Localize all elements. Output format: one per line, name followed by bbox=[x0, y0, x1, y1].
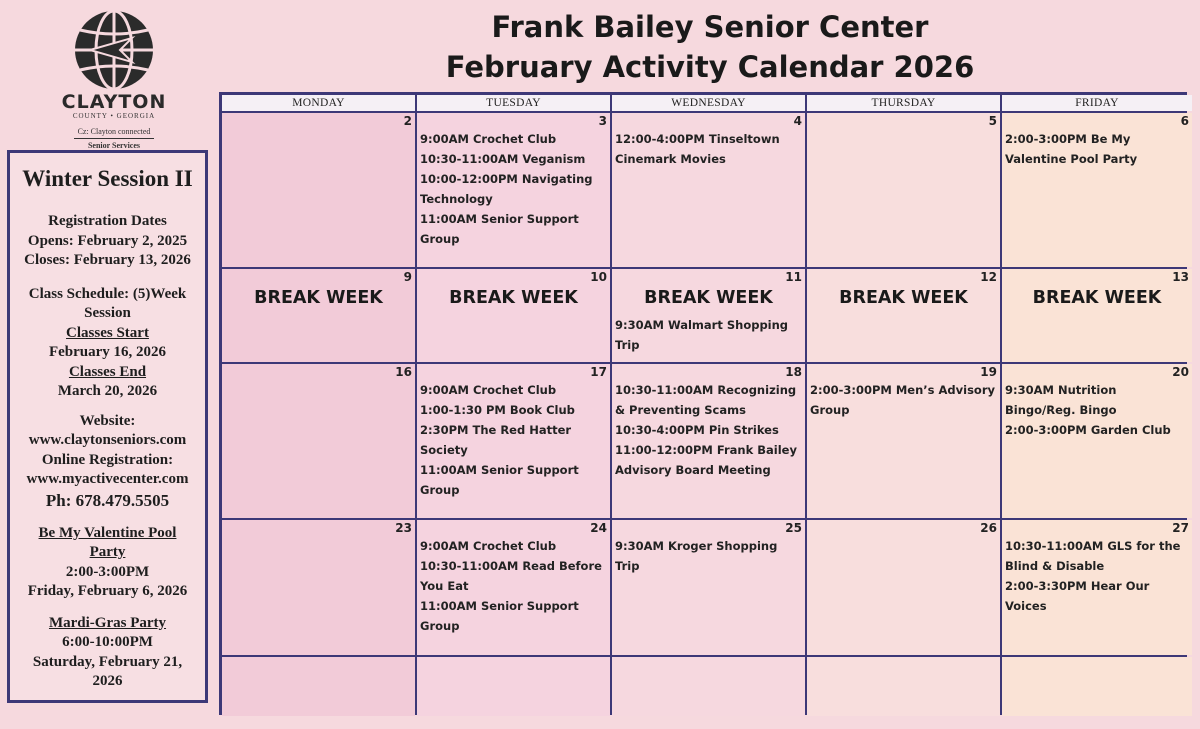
event-list bbox=[615, 536, 801, 576]
date-number: 4 bbox=[793, 114, 802, 128]
classes-end-label: Classes End bbox=[68, 363, 147, 380]
day-header-monday: MONDAY bbox=[222, 95, 415, 111]
calendar-day-cell bbox=[807, 113, 1000, 267]
online-registration-label: Online Registration: bbox=[41, 451, 174, 468]
valentine-title-cont: Party bbox=[89, 544, 126, 560]
event-line: 2:00-3:00PM Garden Club bbox=[1005, 423, 1171, 437]
event-list bbox=[1005, 129, 1188, 169]
event-line: Trip bbox=[615, 559, 640, 573]
calendar-day-cell bbox=[1002, 113, 1192, 267]
event-line: Society bbox=[420, 443, 468, 457]
date-number: 9 bbox=[403, 270, 412, 284]
event-list bbox=[615, 129, 801, 169]
event-list bbox=[420, 380, 606, 500]
calendar-day-cell bbox=[222, 657, 415, 716]
event-list bbox=[420, 536, 606, 636]
event-line: Technology bbox=[420, 192, 493, 206]
logo-department: Senior Services bbox=[87, 141, 141, 150]
calendar-day-cell bbox=[417, 520, 610, 655]
event-line: Group bbox=[420, 232, 460, 246]
break-week-banner: BREAK WEEK bbox=[839, 288, 968, 308]
event-line: Trip bbox=[615, 338, 640, 352]
calendar-day-cell bbox=[807, 657, 1000, 716]
event-line: 9:30AM Walmart Shopping bbox=[615, 318, 789, 332]
calendar-day-cell bbox=[417, 113, 610, 267]
calendar-day-cell bbox=[612, 520, 805, 655]
event-line: Group bbox=[810, 403, 850, 417]
logo-wordmark: CLAYTON bbox=[61, 91, 167, 113]
registration-heading: Registration Dates bbox=[48, 213, 167, 229]
event-line: 11:00AM Senior Support bbox=[420, 599, 579, 613]
class-schedule: Class Schedule: (5)Week bbox=[28, 285, 187, 302]
date-number: 11 bbox=[785, 270, 802, 284]
event-line: Blind & Disable bbox=[1005, 559, 1105, 573]
calendar-day-cell bbox=[417, 364, 610, 518]
date-number: 6 bbox=[1180, 114, 1189, 128]
date-number: 2 bbox=[403, 114, 412, 128]
date-number: 23 bbox=[395, 521, 412, 535]
event-list bbox=[810, 380, 996, 420]
event-line: 10:00-12:00PM Navigating bbox=[420, 172, 593, 186]
date-number: 17 bbox=[590, 365, 607, 379]
calendar-day-cell bbox=[222, 364, 415, 518]
calendar-day-cell bbox=[417, 269, 610, 362]
event-line: 11:00-12:00PM Frank Bailey bbox=[615, 443, 797, 457]
center-name-heading: Frank Bailey Senior Center bbox=[491, 10, 929, 44]
calendar-day-cell bbox=[1002, 520, 1192, 655]
event-line: 2:00-3:00PM Be My bbox=[1005, 132, 1131, 146]
calendar-title: February Activity Calendar 2026 bbox=[445, 50, 975, 84]
event-line: 2:00-3:30PM Hear Our Voices bbox=[1005, 579, 1150, 613]
mardi-gras-date-cont: 2026 bbox=[92, 673, 123, 689]
calendar-day-cell bbox=[222, 269, 415, 362]
event-line: Advisory Board Meeting bbox=[615, 463, 771, 477]
class-schedule-cont: Session bbox=[84, 305, 131, 321]
activity-calendar bbox=[219, 92, 1187, 715]
event-line: 10:30-11:00AM Read Before bbox=[420, 559, 602, 573]
valentine-date: Friday, February 6, 2026 bbox=[27, 583, 188, 599]
date-number: 19 bbox=[980, 365, 997, 379]
globe-icon bbox=[70, 8, 158, 92]
mardi-gras-time: 6:00-10:00PM bbox=[62, 634, 153, 650]
break-week-banner: BREAK WEEK bbox=[449, 288, 578, 308]
event-line: 9:00AM Crochet Club bbox=[420, 383, 557, 397]
date-number: 16 bbox=[395, 365, 412, 379]
event-list bbox=[615, 315, 801, 355]
event-line: & Preventing Scams bbox=[615, 403, 746, 417]
event-line: 12:00-4:00PM Tinseltown bbox=[615, 132, 780, 146]
calendar-day-cell bbox=[612, 657, 805, 716]
session-title: Winter Session II bbox=[22, 166, 193, 191]
website-link[interactable]: www.claytonseniors.com bbox=[28, 432, 187, 448]
event-line: Group bbox=[420, 619, 460, 633]
calendar-day-cell bbox=[612, 269, 805, 362]
date-number: 5 bbox=[988, 114, 997, 128]
event-line: 9:00AM Crochet Club bbox=[420, 132, 557, 146]
logo-subtitle: COUNTY • GEORGIA bbox=[72, 112, 156, 120]
calendar-day-cell bbox=[1002, 657, 1192, 716]
date-number: 3 bbox=[598, 114, 607, 128]
day-header-wednesday: WEDNESDAY bbox=[612, 95, 805, 111]
event-line: Group bbox=[420, 483, 460, 497]
event-line: 10:30-11:00AM GLS for the bbox=[1005, 539, 1181, 553]
event-line: 1:00-1:30 PM Book Club bbox=[420, 403, 575, 417]
clayton-logo bbox=[30, 8, 198, 148]
calendar-day-cell bbox=[1002, 269, 1192, 362]
calendar-day-cell bbox=[807, 269, 1000, 362]
event-line: Valentine Pool Party bbox=[1005, 152, 1138, 166]
calendar-day-cell bbox=[417, 657, 610, 716]
registration-closes: Closes: February 13, 2026 bbox=[24, 252, 191, 268]
event-list bbox=[615, 380, 801, 480]
date-number: 26 bbox=[980, 521, 997, 535]
event-line: 10:30-11:00AM Veganism bbox=[420, 152, 586, 166]
calendar-day-cell bbox=[807, 364, 1000, 518]
online-registration-link[interactable]: www.myactivecenter.com bbox=[26, 471, 189, 487]
day-header-friday: FRIDAY bbox=[1002, 95, 1192, 111]
break-week-banner: BREAK WEEK bbox=[254, 288, 383, 308]
mardi-gras-date: Saturday, February 21, bbox=[32, 653, 183, 670]
event-line: 2:30PM The Red Hatter bbox=[420, 423, 572, 437]
date-number: 20 bbox=[1172, 365, 1189, 379]
date-number: 12 bbox=[980, 270, 997, 284]
website-label: Website: bbox=[79, 412, 136, 429]
event-list bbox=[1005, 380, 1188, 440]
event-line: 9:30AM Nutrition bbox=[1005, 383, 1117, 397]
logo-tagline: Cz: Clayton connected bbox=[74, 124, 155, 139]
event-line: 9:30AM Kroger Shopping bbox=[615, 539, 778, 553]
winter-session-panel bbox=[7, 150, 208, 703]
valentine-time: 2:00-3:00PM bbox=[65, 563, 150, 580]
date-number: 18 bbox=[785, 365, 802, 379]
classes-end-date: March 20, 2026 bbox=[57, 383, 158, 399]
valentine-title: Be My Valentine Pool bbox=[38, 524, 177, 541]
event-list bbox=[420, 129, 606, 249]
calendar-day-cell bbox=[612, 113, 805, 267]
event-list bbox=[1005, 536, 1188, 616]
event-line: 10:30-11:00AM Recognizing bbox=[615, 383, 797, 397]
day-header-thursday: THURSDAY bbox=[807, 95, 1000, 111]
classes-start-label: Classes Start bbox=[66, 324, 149, 341]
event-line: 11:00AM Senior Support bbox=[420, 212, 579, 226]
phone-number: Ph: 678.479.5505 bbox=[45, 490, 170, 510]
classes-start-date: February 16, 2026 bbox=[48, 344, 167, 360]
date-number: 25 bbox=[785, 521, 802, 535]
date-number: 13 bbox=[1172, 270, 1189, 284]
calendar-day-cell bbox=[1002, 364, 1192, 518]
calendar-day-cell bbox=[222, 520, 415, 655]
break-week-banner: BREAK WEEK bbox=[644, 288, 773, 308]
calendar-day-cell bbox=[612, 364, 805, 518]
day-header-tuesday: TUESDAY bbox=[417, 95, 610, 111]
event-line: 2:00-3:00PM Men’s Advisory bbox=[810, 383, 995, 397]
date-number: 27 bbox=[1172, 521, 1189, 535]
event-line: You Eat bbox=[420, 579, 469, 593]
break-week-banner: BREAK WEEK bbox=[1032, 288, 1162, 308]
event-line: Bingo/Reg. Bingo bbox=[1005, 403, 1117, 417]
calendar-day-cell bbox=[807, 520, 1000, 655]
calendar-day-cell bbox=[222, 113, 415, 267]
event-line: 11:00AM Senior Support bbox=[420, 463, 579, 477]
mardi-gras-title: Mardi-Gras Party bbox=[48, 614, 167, 631]
event-line: 9:00AM Crochet Club bbox=[420, 539, 557, 553]
registration-opens: Opens: February 2, 2025 bbox=[27, 232, 188, 249]
event-line: 10:30-4:00PM Pin Strikes bbox=[615, 423, 779, 437]
event-line: Cinemark Movies bbox=[615, 152, 726, 166]
date-number: 10 bbox=[590, 270, 607, 284]
date-number: 24 bbox=[590, 521, 607, 535]
